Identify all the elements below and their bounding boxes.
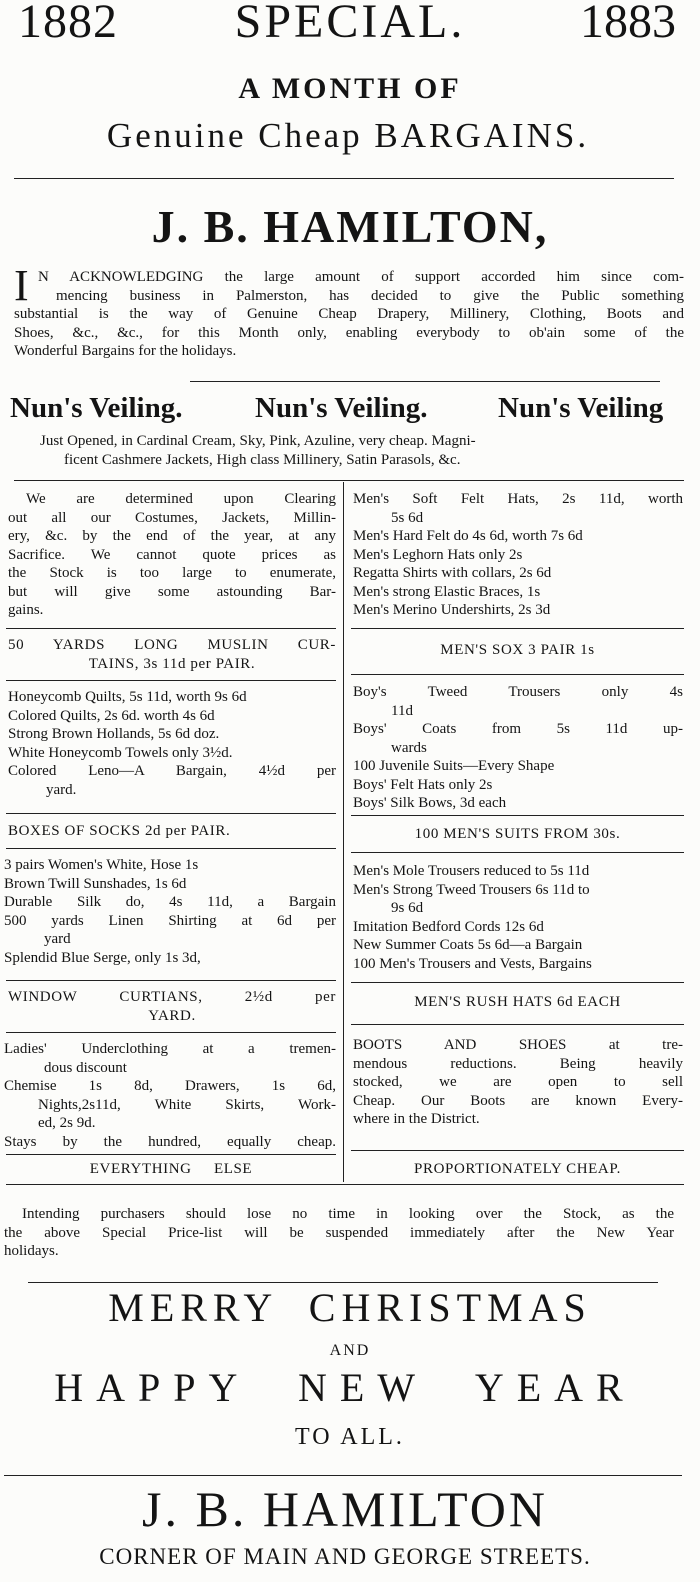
clearing-line: out all our Costumes, Jackets, Millin- xyxy=(8,509,336,526)
divider xyxy=(6,813,336,814)
happy-new-year: HAPPY NEW YEAR xyxy=(54,1365,636,1410)
intro-line: Shoes, &c., &c., for this Month only, enabling everybody to ob'ain some of the xyxy=(14,324,684,341)
boys-line: wards xyxy=(391,739,427,756)
footer-name: J. B. HAMILTON xyxy=(142,1481,548,1537)
notice-paragraph xyxy=(4,1205,674,1261)
nuns-veiling-heading: Nun's Veiling. xyxy=(255,392,428,424)
divider xyxy=(6,1154,336,1155)
divider xyxy=(351,982,684,983)
divider xyxy=(4,1475,682,1476)
trousers-line: New Summer Coats 5s 6d—a Bargain xyxy=(353,937,583,953)
footer-address: CORNER OF MAIN AND GEORGE STREETS. xyxy=(99,1544,591,1569)
divider xyxy=(351,1150,684,1151)
boys-line: Boys' Silk Bows, 3d each xyxy=(353,795,507,811)
ladies-line: Stays by the hundred, equally cheap. xyxy=(4,1133,336,1150)
rush-heading xyxy=(351,993,684,1012)
everything-else xyxy=(6,1160,336,1179)
intro-line: Wonderful Bargains for the holidays. xyxy=(14,343,237,359)
subtitle: A MONTH OF xyxy=(238,72,462,105)
socks-heading-line: BOXES OF SOCKS 2d per PAIR. xyxy=(8,823,231,839)
hats-list xyxy=(353,490,683,620)
divider xyxy=(6,680,336,681)
hose-line: 3 pairs Women's White, Hose 1s xyxy=(4,857,199,873)
clearing-paragraph xyxy=(8,490,336,620)
boys-line: 11d xyxy=(391,702,413,719)
hose-line: Durable Silk do, 4s 11d, a Bargain xyxy=(4,894,336,910)
year-right: 1883 xyxy=(580,0,676,48)
quilts-line: Honeycomb Quilts, 5s 11d, worth 9s 6d xyxy=(8,689,247,705)
year-left: 1882 xyxy=(18,0,118,48)
merry-christmas: MERRY CHRISTMAS xyxy=(108,1285,592,1330)
intro-line: substantial is the way of Genuine Cheap Drapery, Millinery, Clothing, Boots and xyxy=(14,306,684,322)
intro-paragraph xyxy=(38,268,684,305)
trousers-line: Imitation Bedford Cords 12s 6d xyxy=(353,918,544,935)
boys-line: Boy's Tweed Trousers only 4s xyxy=(353,684,683,700)
drop-cap: I xyxy=(14,261,29,310)
trousers-line: 9s 6d xyxy=(391,900,424,916)
boots-line: where in the District. xyxy=(353,1111,480,1127)
window-heading xyxy=(8,988,336,1025)
intro-line: mencing business in Palmerston, has decided to give the Public something xyxy=(56,287,684,304)
intro-paragraph-cont xyxy=(14,305,684,361)
hats-line: Men's Hard Felt do 4s 6d, worth 7s 6d xyxy=(353,528,583,544)
notice-line: Intending purchasers should lose no time in looking over the Stock, as the xyxy=(22,1206,674,1222)
socks-heading xyxy=(8,822,336,841)
suits-heading xyxy=(351,825,684,844)
divider xyxy=(351,852,684,853)
hose-line: 500 yards Linen Shirting at 6d per xyxy=(4,912,336,929)
ladies-line: Ladies' Underclothing at a tremen- xyxy=(4,1041,336,1057)
hats-line: Men's strong Elastic Braces, 1s xyxy=(353,583,541,600)
trousers-line: Men's Mole Trousers reduced to 5s 11d xyxy=(353,863,590,879)
hose-list xyxy=(4,856,336,967)
quilts-line: White Honeycomb Towels only 3½d. xyxy=(8,744,233,761)
notice-line: the above Special Price-list will be suspended immediately after the New Year xyxy=(4,1224,674,1241)
column-separator xyxy=(343,482,344,1182)
divider xyxy=(6,1032,336,1033)
divider xyxy=(6,1184,684,1185)
boots-line: BOOTS AND SHOES at tre- xyxy=(353,1037,683,1053)
divider xyxy=(351,815,684,816)
window-heading-line: YARD. xyxy=(148,1007,196,1024)
quilts-line: Strong Brown Hollands, 5s 6d doz. xyxy=(8,726,220,742)
divider xyxy=(6,848,336,849)
sox-heading-text: MEN'S SOX 3 PAIR 1s xyxy=(440,642,595,658)
ladies-line: dous discount xyxy=(44,1059,127,1076)
boys-line: Boys' Coats from 5s 11d up- xyxy=(353,721,683,737)
divider xyxy=(14,480,684,481)
clearing-line: but will give some astounding Bar- xyxy=(8,583,336,600)
special-title: SPECIAL. xyxy=(234,0,466,48)
divider xyxy=(28,1282,658,1283)
hats-line: Men's Soft Felt Hats, 2s 11d, worth xyxy=(353,491,683,507)
trousers-list xyxy=(353,862,683,973)
hose-line: Splendid Blue Serge, only 1s 3d, xyxy=(4,949,201,966)
quilts-list xyxy=(8,688,336,799)
rush-heading-text: MEN'S RUSH HATS 6d EACH xyxy=(414,994,621,1010)
clearing-line: ery, &c. by the end of the year, at any xyxy=(8,528,336,544)
nuns-line: ficent Cashmere Jackets, High class Millinery, Satin Parasols, &c. xyxy=(64,451,461,468)
boots-paragraph xyxy=(353,1036,683,1129)
divider xyxy=(14,178,674,179)
tagline: Genuine Cheap BARGAINS. xyxy=(106,116,590,155)
and-text: AND xyxy=(329,1342,371,1359)
clearing-line: Sacrifice. We cannot quote prices as xyxy=(8,546,336,563)
clearing-line: the Stock is too large to enumerate, xyxy=(8,565,336,581)
trousers-line: 100 Men's Trousers and Vests, Bargains xyxy=(353,955,592,972)
divider xyxy=(351,674,684,675)
suits-heading-text: 100 MEN'S SUITS FROM 30s. xyxy=(414,826,621,842)
boots-line: Cheap. Our Boots are known Every- xyxy=(353,1092,683,1109)
divider xyxy=(351,628,684,629)
ladies-line: Chemise 1s 8d, Drawers, 1s 6d, xyxy=(4,1078,336,1094)
divider xyxy=(6,628,336,629)
muslin-heading xyxy=(8,636,336,673)
merchant-name: J. B. HAMILTON, xyxy=(151,201,549,252)
quilts-line: Colored Quilts, 2s 6d. worth 4s 6d xyxy=(8,707,215,724)
hats-line: Regatta Shirts with collars, 2s 6d xyxy=(353,565,552,581)
notice-line: holidays. xyxy=(4,1243,59,1259)
hats-line: Men's Merino Undershirts, 2s 3d xyxy=(353,602,551,618)
everything-else-text: EVERYTHING ELSE xyxy=(89,1161,253,1177)
proportionately-cheap-text: PROPORTIONATELY CHEAP. xyxy=(414,1161,621,1177)
nuns-veiling-heading: Nun's Veiling. xyxy=(10,392,183,424)
boys-line: 100 Juvenile Suits—Every Shape xyxy=(353,758,555,774)
quilts-line: Colored Leno—A Bargain, 4½d per xyxy=(8,763,336,779)
window-heading-line: WINDOW CURTIANS, 2½d per xyxy=(8,989,336,1005)
hose-line: yard xyxy=(44,931,71,947)
divider xyxy=(190,381,660,382)
muslin-heading-line: 50 YARDS LONG MUSLIN CUR- xyxy=(8,637,336,653)
nuns-line: Just Opened, in Cardinal Cream, Sky, Pink, Azuline, very cheap. Magni- xyxy=(40,433,476,449)
hats-line: Men's Leghorn Hats only 2s xyxy=(353,546,523,563)
clearing-line: We are determined upon Clearing xyxy=(26,491,336,507)
boots-line: mendous reductions. Being heavily xyxy=(353,1055,683,1072)
nuns-veiling-text xyxy=(40,432,680,469)
ladies-list xyxy=(4,1040,336,1151)
boots-line: stocked, we are open to sell xyxy=(353,1074,683,1090)
divider xyxy=(6,980,336,981)
ladies-line: ed, 2s 9d. xyxy=(38,1115,96,1131)
hose-line: Brown Twill Sunshades, 1s 6d xyxy=(4,875,187,892)
nuns-veiling-heading: Nun's Veiling xyxy=(498,392,664,424)
ladies-line: Nights,2s11d, White Skirts, Work- xyxy=(38,1096,336,1113)
boys-line: Boys' Felt Hats only 2s xyxy=(353,776,493,793)
hats-line: 5s 6d xyxy=(391,509,424,526)
clearing-line: gains. xyxy=(8,602,44,618)
divider xyxy=(351,1024,684,1025)
intro-line: N ACKNOWLEDGING the large amount of support accorded him since com- xyxy=(38,269,684,285)
to-all: TO ALL. xyxy=(295,1424,405,1450)
sox-heading xyxy=(351,641,684,660)
boys-list xyxy=(353,683,683,813)
proportionately-cheap xyxy=(351,1160,684,1179)
muslin-heading-line: TAINS, 3s 11d per PAIR. xyxy=(88,655,256,672)
quilts-line: yard. xyxy=(46,781,77,798)
trousers-line: Men's Strong Tweed Trousers 6s 11d to xyxy=(353,881,590,898)
